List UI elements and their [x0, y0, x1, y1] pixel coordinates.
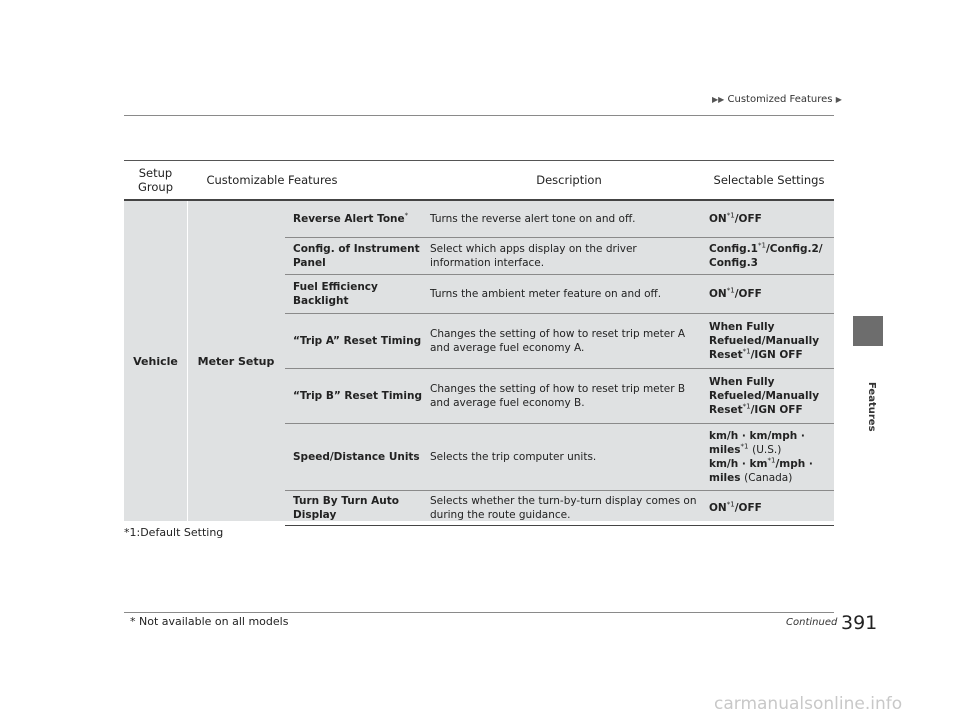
- table-row: [285, 201, 834, 238]
- table-rows: [285, 201, 834, 526]
- breadcrumb-label: Customized Features: [727, 94, 833, 105]
- selectable-settings: ON$^{*1}$/OFF: [709, 211, 762, 225]
- asterisk: *: [404, 211, 409, 220]
- feature-name: Config. of Instrument Panel: [293, 243, 420, 269]
- feature-name: “Trip A” Reset Timing: [293, 335, 422, 347]
- page-number: 391: [841, 612, 878, 634]
- triangle-right-icon: ▶▶: [712, 95, 725, 104]
- continued-label: Continued: [786, 617, 838, 628]
- section-tab: [853, 316, 883, 346]
- feature-description: Select which apps display on the driver information interface.: [430, 243, 637, 269]
- triangle-right-icon: ▶: [835, 95, 842, 104]
- section-tab-label: Features: [866, 382, 877, 432]
- table-row: [285, 238, 834, 275]
- feature-description: Selects the trip computer units.: [430, 451, 597, 463]
- selectable-settings: ON$^{*1}$/OFF: [709, 286, 762, 300]
- feature-name: “Trip B” Reset Timing: [293, 390, 422, 402]
- table-body: [124, 201, 834, 521]
- breadcrumb: [712, 94, 842, 105]
- feature-description: Changes the setting of how to reset trip meter A and average fuel economy A.: [430, 328, 686, 354]
- header-setup-group: Setup Group: [137, 166, 173, 194]
- customization-table: [124, 160, 834, 521]
- bottom-divider: [124, 612, 834, 613]
- default-setting-footnote: *1:Default Setting: [124, 526, 224, 539]
- feature-description: Turns the ambient meter feature on and off.: [430, 288, 662, 300]
- header-customizable-features: Customizable Features: [206, 173, 338, 187]
- header-selectable-settings: Selectable Settings: [713, 173, 825, 187]
- table-row: [285, 314, 834, 369]
- header-description: Description: [536, 173, 602, 187]
- setup-group-cell: Vehicle: [124, 201, 188, 521]
- models-footnote: * Not available on all models: [130, 615, 289, 628]
- feature-name: Fuel Efficiency Backlight: [293, 281, 378, 307]
- feature-name: Turn By Turn Auto Display: [293, 495, 399, 521]
- selectable-settings: ON$^{*1}$/OFF: [709, 500, 762, 514]
- feature-name: Speed/Distance Units: [293, 451, 420, 463]
- feature-description: Turns the reverse alert tone on and off.: [430, 213, 636, 225]
- selectable-settings: When Fully Refueled/Manually Reset$^{*1}$/IGN OFF: [709, 321, 820, 361]
- table-row: [285, 369, 834, 424]
- selectable-settings: When Fully Refueled/Manually Reset$^{*1}$/IGN OFF: [709, 376, 820, 416]
- table-row: [285, 424, 834, 491]
- watermark: carmanualsonline.info: [714, 694, 903, 714]
- selectable-settings: Config.1$^{*1}$/Config.2/ Config.3: [709, 241, 823, 269]
- table-row: [285, 491, 834, 526]
- feature-description: Selects whether the turn-by-turn display comes on during the route guidance.: [430, 495, 697, 521]
- top-divider: [124, 115, 834, 116]
- table-row: [285, 275, 834, 314]
- table-header: [124, 160, 834, 201]
- feature-description: Changes the setting of how to reset trip meter B and average fuel economy B.: [430, 383, 686, 409]
- feature-name: Reverse Alert Tone: [293, 213, 405, 225]
- feature-group-cell: Meter Setup: [197, 354, 275, 368]
- selectable-settings: km/h · km/mph · miles$^{*1}$ (U.S.) $km/h \cdot km^{*1}$/mph · miles (Canada): [709, 430, 813, 484]
